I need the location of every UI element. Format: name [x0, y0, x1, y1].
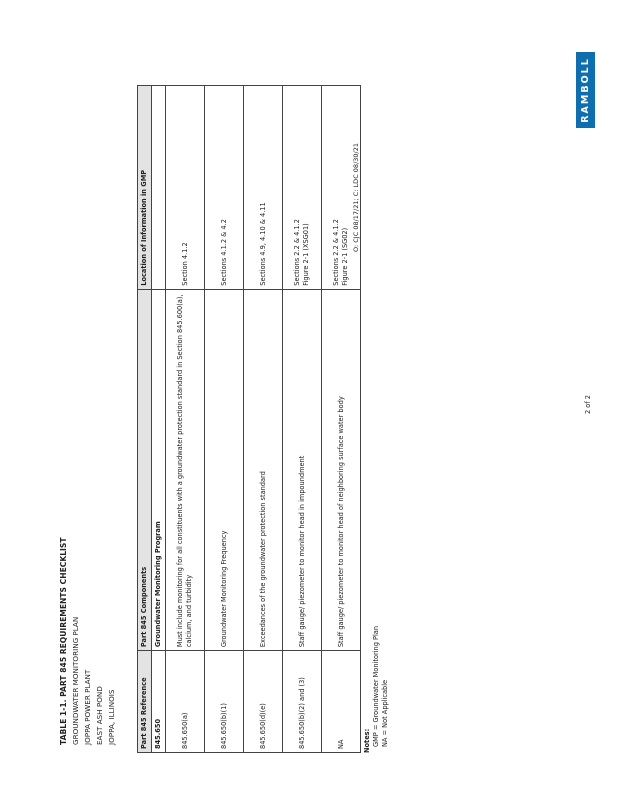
- header-line: JOPPA, ILLINOIS: [107, 689, 116, 745]
- component-cell: Must include monitoring for all constituents with a groundwater protection standard in Section 845.600(a), calcium, and turbidity: [166, 289, 205, 650]
- reference-cell: 845.650(a): [166, 651, 205, 753]
- section-location: [152, 86, 166, 290]
- column-header: Part 845 Components: [138, 289, 152, 650]
- table-row: [283, 86, 322, 753]
- header-line: GROUNDWATER MONITORING PLAN: [71, 616, 80, 745]
- component-cell: Staff gauge/ piezometer to monitor head of neighboring surface water body: [322, 289, 361, 650]
- component-cell: Exceedances of the groundwater protection standard: [244, 289, 283, 650]
- reference-cell: 845.650(b)(2) and (3): [283, 651, 322, 753]
- section-ref: 845.650: [152, 651, 166, 753]
- section-row: [152, 86, 166, 753]
- note-line: NA = Not Applicable: [381, 679, 389, 747]
- notes-label: Notes:: [363, 728, 371, 753]
- location-cell: Section 4.1.2: [166, 86, 205, 290]
- table-row: [244, 86, 283, 753]
- location-cell: Sections 2.2 & 4.1.2 Figure 2-1 (XSG01): [283, 86, 322, 290]
- reference-cell: 845.650(d)(e): [244, 651, 283, 753]
- column-header: Part 845 Reference: [138, 651, 152, 753]
- requirements-table: [137, 85, 361, 753]
- page-number: 2 of 2: [584, 395, 592, 414]
- location-cell: Sections 4.1.2 & 4.2: [205, 86, 244, 290]
- header-line: JOPPA POWER PLANT: [83, 669, 92, 745]
- notes: [363, 626, 390, 753]
- column-header: Location of Information in GMP: [138, 86, 152, 290]
- header-line: EAST ASH POND: [95, 686, 104, 745]
- reference-cell: 845.650(b)(1): [205, 651, 244, 753]
- component-cell: Groundwater Monitoring Frequency: [205, 289, 244, 650]
- table-row: [205, 86, 244, 753]
- checked-by-footer: O: CJC 08/17/21; C: LDC 08/30/21: [352, 143, 360, 252]
- document-header: [58, 537, 118, 745]
- component-cell: Staff gauge/ piezometer to monitor head in impoundment: [283, 289, 322, 650]
- table-title: TABLE 1-1. PART 845 REQUIREMENTS CHECKLIST: [59, 537, 68, 745]
- ramboll-logo: RAMBOLL: [576, 52, 595, 128]
- section-title: Groundwater Monitoring Program: [152, 289, 166, 650]
- table-header-row: [138, 86, 152, 753]
- note-line: GMP = Groundwater Monitoring Plan: [372, 625, 380, 747]
- location-cell: Sections 2.2 & 4.1.2 Figure 2-1 (SG02): [322, 86, 361, 290]
- table-row: [166, 86, 205, 753]
- reference-cell: NA: [322, 651, 361, 753]
- location-cell: Sections 4.9, 4.10 & 4.11: [244, 86, 283, 290]
